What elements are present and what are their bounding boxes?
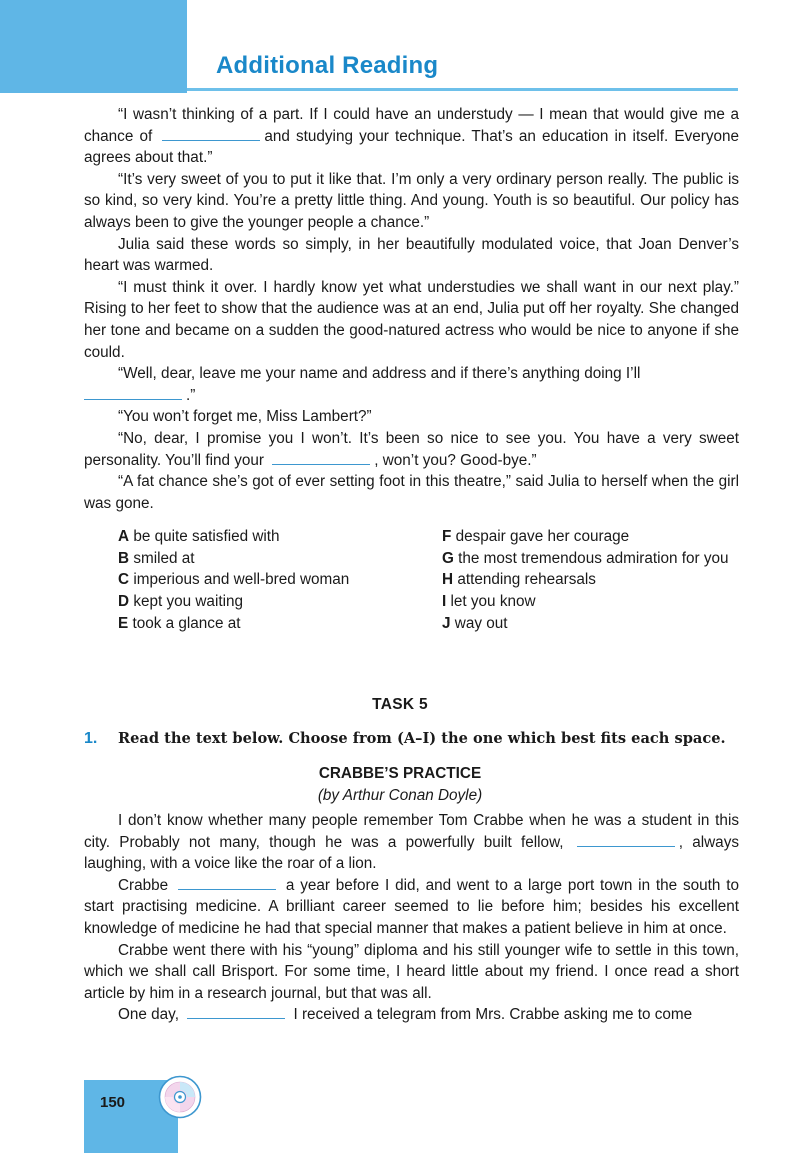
answer-blank[interactable]	[178, 887, 276, 890]
paragraph: Crabbe went there with his “young” diploma and his still younger wife to settle in this town, which we shall call Brisport. For some time, I heard little about my friend. I once read a short article by him in a research journal, but that was all.	[84, 941, 739, 1002]
story-title: CRABBE’S PRACTICE	[318, 765, 482, 782]
reading-text	[84, 104, 739, 634]
option-a: A be quite satisfied with	[118, 528, 280, 546]
instruction-number: 1.	[84, 730, 98, 747]
option-g: G the most tremendous admiration for you	[442, 549, 729, 567]
page-section-title: Additional Reading	[216, 52, 439, 79]
paragraph: “I wasn’t thinking of a part. If I could have an understudy — I mean that would give me a chance of and studying your technique. That’s an education in itself. Everyone agrees about that.”	[84, 106, 739, 167]
paragraph: I don’t know whether many people remember Tom Crabbe when he was a student in this city. Probably not many, though he was a powerfully built fellow, , always laughing, with a voice like the roar of a lion.	[84, 812, 739, 873]
instruction-text: Read the text below. Choose from (A–I) the one which best fits each space.	[118, 730, 726, 747]
answer-blank[interactable]	[187, 1016, 285, 1019]
option-j: J way out	[442, 614, 508, 632]
option-c: C imperious and well-bred woman	[118, 571, 350, 589]
page-number: 150	[100, 1094, 126, 1111]
header-corner-block	[0, 0, 187, 93]
answer-blank[interactable]	[272, 462, 370, 465]
option-i: I let you know	[442, 593, 536, 611]
answer-options	[118, 526, 739, 634]
header-underline	[187, 88, 738, 91]
paragraph: Julia said these words so simply, in her beautifully modulated voice, that Joan Denver’s heart was warmed.	[84, 235, 739, 275]
paragraph: Crabbe a year before I did, and went to a large port town in the south to start practising medicine. A brilliant career seemed to lie before him; besides his excellent knowledge of medicine he had that special manner that makes a patient believe in him at once.	[84, 876, 740, 937]
paragraph: “You won’t forget me, Miss Lambert?”	[118, 408, 372, 426]
paragraph: “Well, dear, leave me your name and address and if there’s anything doing I’ll .”	[84, 363, 739, 406]
story-author: (by Arthur Conan Doyle)	[317, 787, 483, 804]
story-text	[84, 810, 739, 1026]
paragraph: “It’s very sweet of you to put it like that. I’m only a very ordinary person really. The public is so kind, so very kind. You’re a pretty little thing. And young. Youth is so beautiful. Our policy has always been to give the younger people a chance.”	[84, 170, 739, 231]
answer-blank[interactable]	[84, 397, 182, 400]
option-b: B smiled at	[118, 549, 195, 567]
option-h: H attending rehearsals	[442, 571, 596, 589]
audio-cd-icon[interactable]	[158, 1075, 202, 1119]
paragraph: “A fat chance she’s got of ever setting foot in this theatre,” said Julia to herself when the girl was gone.	[84, 473, 739, 512]
option-f: F despair gave her courage	[442, 528, 630, 546]
paragraph: One day, I received a telegram from Mrs. Crabbe asking me to come	[118, 1006, 693, 1024]
option-e: E took a glance at	[118, 614, 241, 632]
paragraph: “I must think it over. I hardly know yet what understudies we shall want in our next play.” Rising to her feet to show that the audience was at an end, Julia put off her royalty. She changed her tone and became on a sudden the good-natured actress who would be nice to anyone if she could.	[84, 278, 739, 361]
option-d: D kept you waiting	[118, 593, 244, 611]
answer-blank[interactable]	[162, 138, 260, 141]
paragraph: “No, dear, I promise you I won’t. It’s been so nice to see you. You have a very sweet personality. You’ll find your , won’t you? Good-bye.”	[84, 429, 739, 469]
task-title: TASK 5	[372, 696, 428, 713]
answer-blank[interactable]	[577, 844, 675, 847]
